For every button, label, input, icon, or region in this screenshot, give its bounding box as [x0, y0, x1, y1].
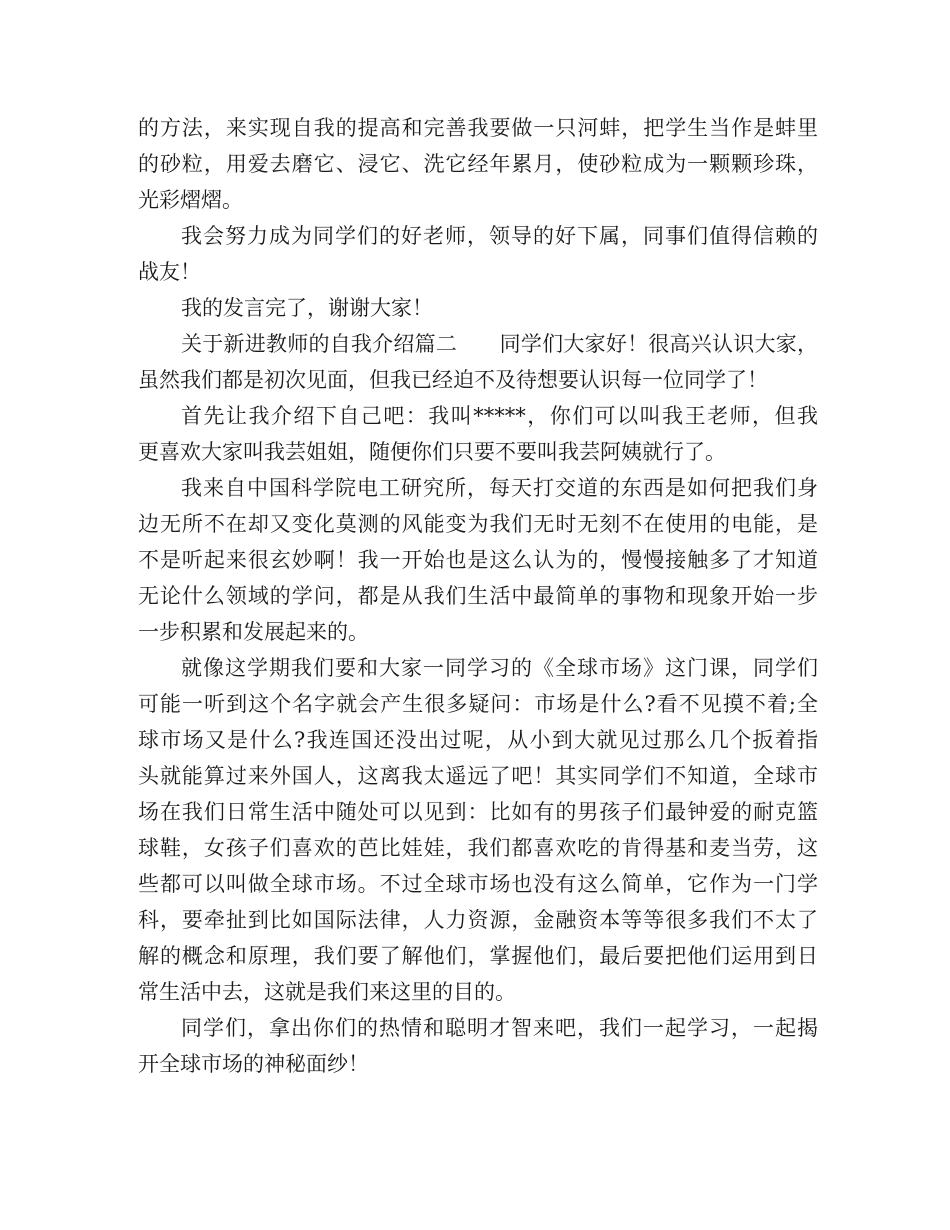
text-line: 科，要牵扯到比如国际法律，人力资源，金融资本等等很多我们不太了 — [138, 908, 818, 932]
text-line: 解的概念和原理，我们要了解他们，掌握他们，最后要把他们运用到日 — [138, 944, 818, 968]
text-line: 关于新进教师的自我介绍篇二 同学们大家好！很高兴认识大家， — [181, 332, 818, 356]
text-line: 就像这学期我们要和大家一同学习的《全球市场》这门课，同学们 — [181, 656, 818, 680]
text-line: 虽然我们都是初次见面，但我已经迫不及待想要认识每一位同学了！ — [138, 368, 768, 392]
text-line: 光彩熠熠。 — [138, 188, 243, 212]
text-line: 球市场又是什么?我连国还没出过呢，从小到大就见过那么几个扳着指 — [138, 728, 818, 752]
text-line: 球鞋，女孩子们喜欢的芭比娃娃，我们都喜欢吃的肯得基和麦当劳，这 — [138, 836, 818, 860]
text-line: 边无所不在却又变化莫测的风能变为我们无时无刻不在使用的电能，是 — [138, 512, 818, 536]
text-line: 更喜欢大家叫我芸姐姐，随便你们只要不要叫我芸阿姨就行了。 — [138, 440, 726, 464]
text-line: 的方法，来实现自我的提高和完善我要做一只河蚌，把学生当作是蚌里 — [138, 116, 818, 140]
text-line: 可能一听到这个名字就会产生很多疑问：市场是什么?看不见摸不着;全 — [138, 692, 818, 716]
text-line: 常生活中去，这就是我们来这里的目的。 — [138, 980, 516, 1004]
text-line: 头就能算过来外国人，这离我太遥远了吧！其实同学们不知道，全球市 — [138, 764, 818, 788]
text-line: 我会努力成为同学们的好老师，领导的好下属，同事们值得信赖的 — [181, 224, 818, 248]
text-line: 战友！ — [138, 260, 201, 284]
text-line: 开全球市场的神秘面纱！ — [138, 1052, 369, 1076]
text-line: 不是听起来很玄妙啊！我一开始也是这么认为的，慢慢接触多了才知道 — [138, 548, 818, 572]
text-line: 同学们，拿出你们的热情和聪明才智来吧，我们一起学习，一起揭 — [181, 1016, 818, 1040]
text-line: 无论什么领域的学问，都是从我们生活中最简单的事物和现象开始一步 — [138, 584, 818, 608]
text-line: 的砂粒，用爱去磨它、浸它、洗它经年累月，使砂粒成为一颗颗珍珠， — [138, 152, 818, 176]
text-line: 我的发言完了，谢谢大家！ — [181, 296, 433, 320]
text-line: 首先让我介绍下自己吧：我叫*****，你们可以叫我王老师，但我 — [181, 404, 818, 428]
document-body — [138, 110, 818, 1082]
text-line: 一步积累和发展起来的。 — [138, 620, 369, 644]
text-line: 我来自中国科学院电工研究所，每天打交道的东西是如何把我们身 — [181, 476, 818, 500]
text-line: 些都可以叫做全球市场。不过全球市场也没有这么简单，它作为一门学 — [138, 872, 818, 896]
text-line: 场在我们日常生活中随处可以见到：比如有的男孩子们最钟爱的耐克篮 — [138, 800, 818, 824]
